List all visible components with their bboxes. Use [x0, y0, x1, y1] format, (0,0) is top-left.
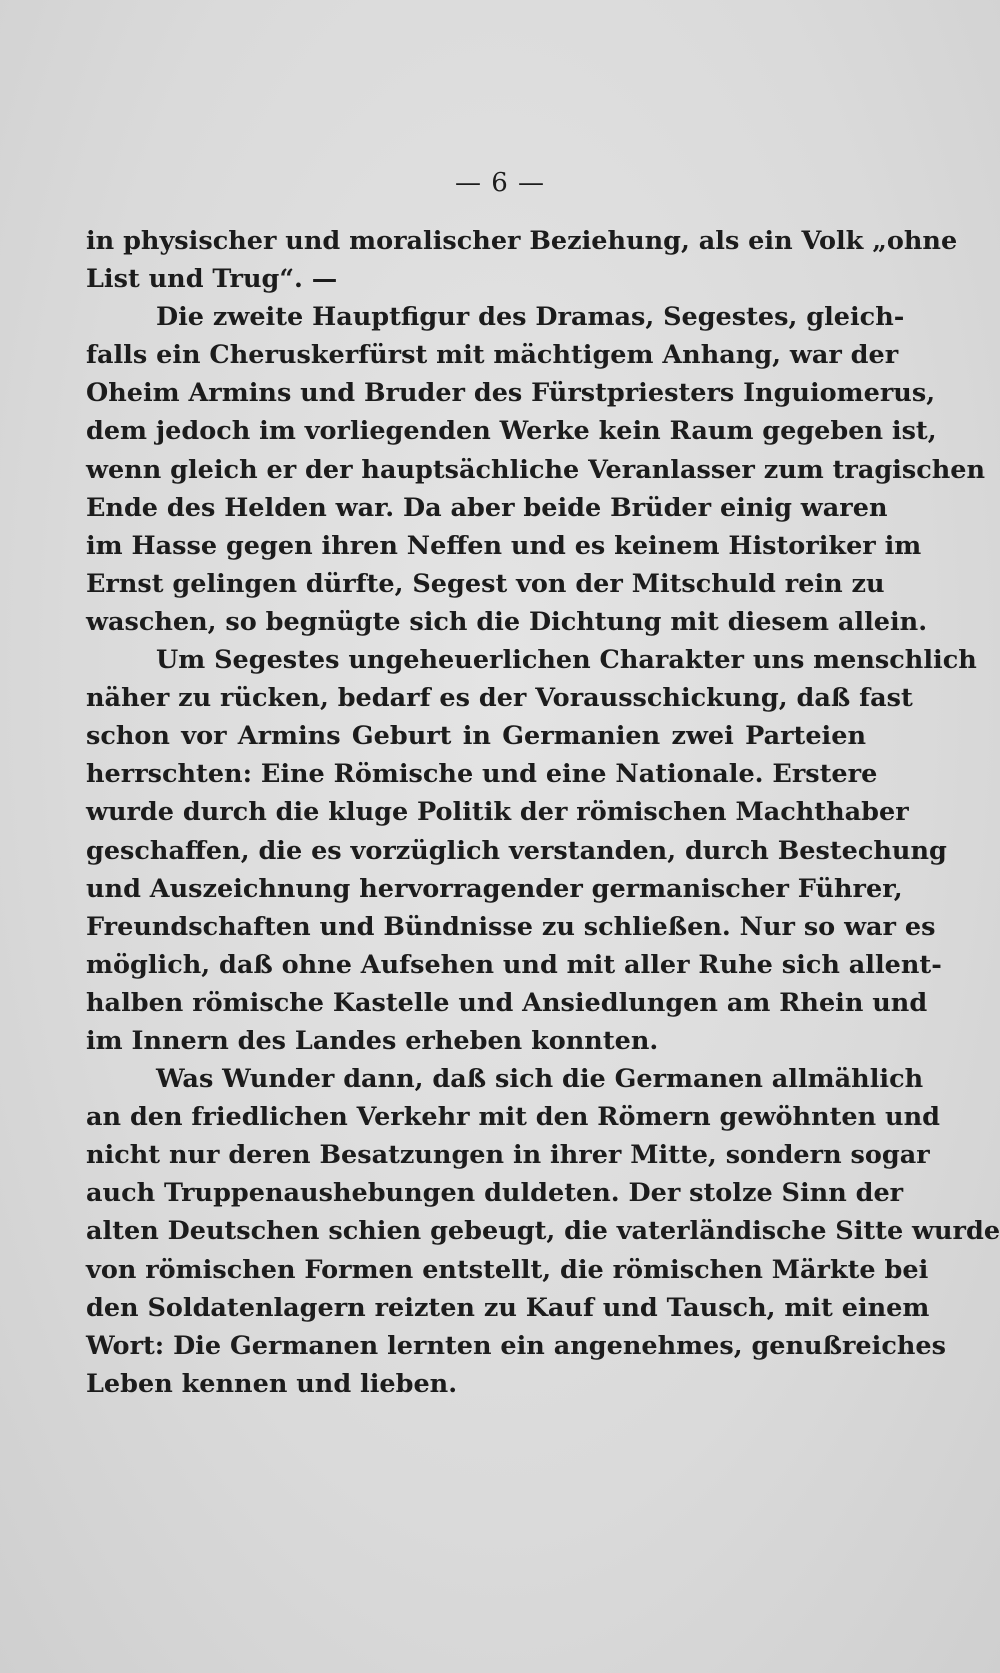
body-text	[86, 222, 1000, 1403]
text-line: Um Segestes ungeheuerlichen Charakter uns menschlich	[156, 645, 977, 676]
text-line: alten Deutschen schien gebeugt, die vaterländische Sitte wurde	[86, 1216, 1000, 1247]
text-line: im Innern des Landes erheben konnten.	[86, 1025, 659, 1056]
text-line: und Auszeichnung hervorragender germanischer Führer,	[86, 873, 903, 904]
text-line: Was Wunder dann, daß sich die Germanen allmählich	[156, 1064, 924, 1095]
text-line: geschaffen, die es vorzüglich verstanden, durch Bestechung	[86, 835, 947, 866]
text-line: näher zu rücken, bedarf es der Vorausschickung, daß fast	[86, 683, 913, 714]
text-line: wurde durch die kluge Politik der römischen Machthaber	[86, 797, 909, 828]
text-line: Wort: Die Germanen lernten ein angenehmes, genußreiches	[86, 1330, 946, 1361]
paragraph	[86, 1060, 1000, 1403]
text-line: List und Trug“. —	[86, 264, 338, 295]
text-line: schon vor Armins Geburt in Germanien zwei Parteien	[86, 721, 866, 752]
text-line: an den friedlichen Verkehr mit den Römern gewöhnten und	[86, 1102, 940, 1133]
text-line: Freundschaften und Bündnisse zu schließen. Nur so war es	[86, 911, 936, 942]
text-line: auch Truppenaushebungen duldeten. Der stolze Sinn der	[86, 1178, 904, 1209]
paragraph	[86, 641, 977, 1060]
text-line: Die zweite Hauptfigur des Dramas, Segestes, gleich-	[156, 302, 905, 333]
paragraph	[86, 222, 958, 298]
text-line: den Soldatenlagern reizten zu Kauf und Tausch, mit einem	[86, 1292, 930, 1323]
text-line: nicht nur deren Besatzungen in ihrer Mitte, sondern sogar	[86, 1140, 930, 1171]
text-line: waschen, so begnügte sich die Dichtung mit diesem allein.	[86, 606, 928, 637]
text-line: Leben kennen und lieben.	[86, 1368, 458, 1399]
text-line: von römischen Formen entstellt, die römischen Märkte bei	[86, 1254, 929, 1285]
text-line: herrschten: Eine Römische und eine Nationale. Erstere	[86, 759, 878, 790]
text-line: Oheim Armins und Bruder des Fürstpriesters Inguiomerus,	[86, 378, 936, 409]
page-number: — 6 —	[454, 168, 546, 198]
paragraph	[86, 298, 986, 641]
text-line: Ernst gelingen dürfte, Segest von der Mitschuld rein zu	[86, 568, 885, 599]
text-line: Ende des Helden war. Da aber beide Brüder einig waren	[86, 492, 888, 523]
text-line: möglich, daß ohne Aufsehen und mit aller Ruhe sich allent-	[86, 949, 942, 980]
text-line: wenn gleich er der hauptsächliche Veranlasser zum tragischen	[86, 454, 986, 485]
text-line: in physischer und moralischer Beziehung, als ein Volk „ohne	[86, 226, 958, 256]
text-line: dem jedoch im vorliegenden Werke kein Raum gegeben ist,	[86, 416, 937, 447]
text-line: halben römische Kastelle und Ansiedlungen am Rhein und	[86, 987, 928, 1018]
text-line: im Hasse gegen ihren Neffen und es keinem Historiker im	[86, 530, 922, 561]
text-line: falls ein Cheruskerfürst mit mächtigem Anhang, war der	[86, 340, 899, 371]
